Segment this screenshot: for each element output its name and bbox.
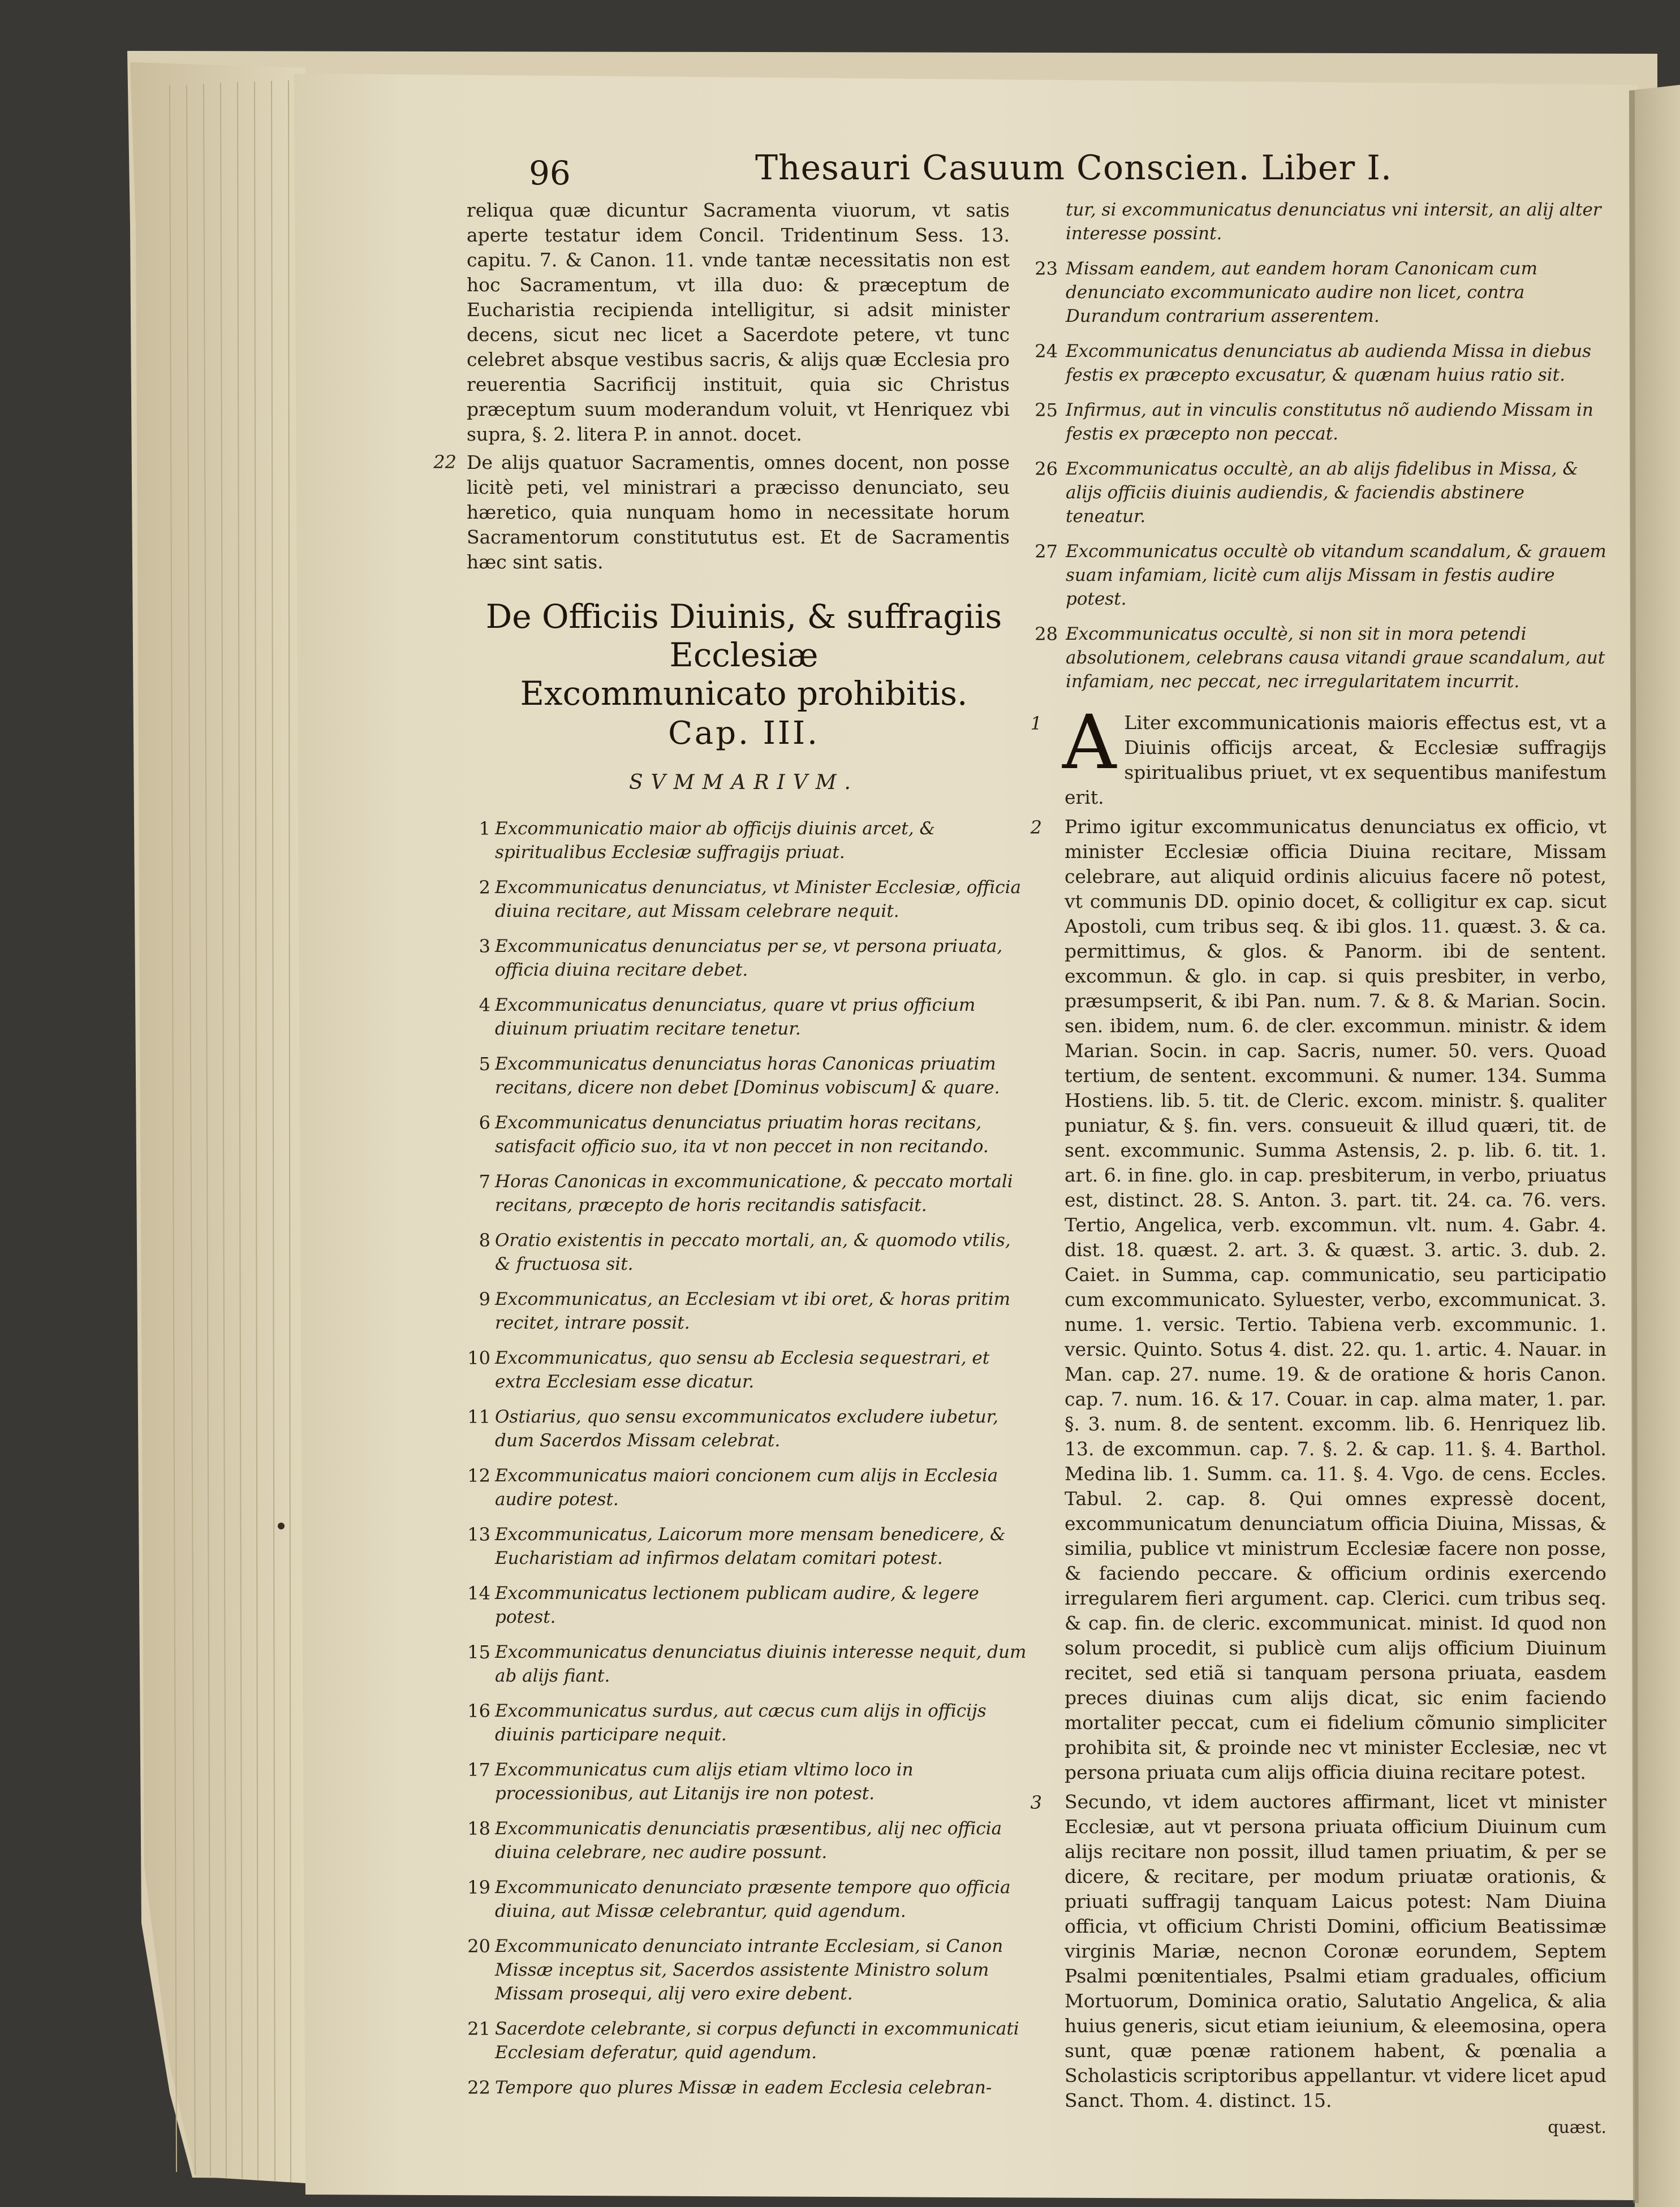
summary-item-text: Excommunicatus, an Ecclesiam vt ibi oret, & horas pritim recitet, intrare possit. [495,1289,1010,1333]
summary-item-number: 28 [1035,623,1058,645]
margin-number: 1 [1030,713,1042,734]
summary-item [1029,257,1606,328]
summary-item-text: Excommunicatus denunciatus horas Canonicas priuatim recitans, dicere non debet [Dominus vobiscum] & quare. [495,1054,1000,1098]
summary-item-number: 24 [1035,340,1058,362]
summary-item-number: 2 [479,877,490,898]
margin-number: 22 [433,451,456,473]
summary-item-number: 15 [467,1641,490,1663]
summary-item [461,1876,1027,1923]
summary-item-text: Excommunicato denunciato præsente tempore quo officia diuina, aut Missæ celebrantur, quid agendum. [495,1877,1011,1921]
chapter-title [461,597,1027,713]
summary-item-text: Excommunicatus occultè, an ab alijs fidelibus in Missa, & alijs officiis diuinis audiendis, & faciendis abstinere teneatur. [1066,459,1579,527]
summary-item-text: Excommunicatus, Laicorum more mensam benedicere, & Eucharistiam ad infirmos delatam comitari potest. [495,1524,1006,1568]
summary-item-text: Excommunicatio maior ab officijs diuinis arcet, & spiritualibus Ecclesiæ suffragijs priuat. [495,818,936,863]
summary-item-text: Ostiarius, quo sensu excommunicatos excludere iubetur, dum Sacerdos Missam celebrat. [495,1407,999,1451]
summary-item [461,1758,1027,1805]
summary-item-text: Excommunicatus denunciatus ab audienda Missa in diebus festis ex præcepto excusatur, & quænam huius ratio sit. [1066,341,1592,385]
summary-item [461,1581,1027,1629]
paragraph-body [1062,699,1606,810]
summary-item-text: Excommunicatus lectionem publicam audire, & legere potest. [495,1583,979,1627]
summary-item-number: 9 [479,1288,490,1310]
summary-item [1029,339,1606,387]
body-paragraph [1029,1790,1606,2113]
summary-item [1029,198,1606,245]
summary-item-text: Horas Canonicas in excommunicatione, & peccato mortali recitans, præcepto de horis recitandis satisfacit. [495,1171,1013,1215]
drop-cap: A [1062,699,1117,786]
summary-item [461,1523,1027,1570]
summary-item-number: 7 [479,1171,490,1192]
summary-item [461,1464,1027,1511]
summary-item-number: 8 [479,1230,490,1251]
summary-item-number: 25 [1035,399,1058,421]
summary-item-number: 3 [479,936,490,957]
summary-item-text: Excommunicatus occultè, si non sit in mora petendi absolutionem, celebrans causa vitandi graue scandalum, aut infamiam, nec peccat, nec irregularitatem incurrit. [1066,624,1605,692]
summary-item [461,876,1027,923]
summary-item [461,934,1027,982]
paragraph-body [1065,1790,1606,2113]
paragraph-body [1065,814,1606,1785]
summary-item-number: 22 [467,2077,490,2098]
summary-item [461,1287,1027,1335]
summary-list [461,817,1029,2100]
summary-item-number: 14 [467,1583,490,1604]
summary-item-number: 23 [1035,258,1058,279]
summary-item-number: 6 [479,1112,490,1133]
body-paragraph [1029,699,1606,810]
summary-item-text: Excommunicatus surdus, aut cæcus cum alijs in officijs diuinis participare nequit. [495,1701,987,1745]
summary-item-number: 20 [467,1936,490,1957]
summary-item-text: Excommunicatus denunciatus priuatim horas recitans, satisfacit officio suo, ita vt non peccet in non recitando. [495,1113,989,1157]
summary-item-text: Excommunicatus cum alijs etiam vltimo loco in processionibus, aut Litanijs ire non potest. [495,1760,914,1804]
summary-item-number: 1 [479,818,490,839]
summary-item-number: 18 [467,1818,490,1839]
summary-item [461,1111,1027,1158]
margin-number: 2 [1030,817,1042,838]
summary-item-number: 12 [467,1465,490,1486]
summary-item [461,1817,1027,1864]
summary-item-number: 5 [479,1053,490,1075]
paragraph-text: De alijs quatuor Sacramentis, omnes docent, non posse licitè peti, vel ministrari a præcisso denunciato, seu hæretico, quia nunquam homo in necessitate horum Sacramentorum constitututus est. Et de Sacramentis hæc sint satis. [467,451,1010,573]
summary-item [461,1405,1027,1452]
summary-item-text: Excommunicatus, quo sensu ab Ecclesia sequestrari, et extra Ecclesiam esse dicatur. [495,1348,990,1392]
chapter-title-line-2: Excommunicato prohibitis. [520,674,968,713]
summary-item [1029,398,1606,446]
summary-item-text: Sacerdote celebrante, si corpus defuncti in excommunicati Ecclesiam deferatur, quid agendum. [495,2019,1019,2063]
running-head: Thesauri Casuum Conscien. Liber I. [755,148,1393,188]
right-column [1029,198,1606,2137]
summary-heading: SVMMARIVM. [628,771,859,794]
summary-item [461,1699,1027,1747]
summary-item [461,2017,1027,2064]
summary-list-continued [1029,198,1606,693]
summary-item [1029,540,1606,611]
summary-item-text: Excommunicatis denunciatis præsentibus, alij nec officia diuina celebrare, nec audire possunt. [495,1818,1002,1863]
page-number: 96 [529,154,571,192]
summary-item-number: 16 [467,1700,490,1722]
summary-item-number: 26 [1035,458,1058,480]
summary-item-number: 10 [467,1347,490,1369]
summary-item [461,1346,1027,1394]
summary-item-text: Excommunicatus maiori concionem cum alijs in Ecclesia audire potest. [495,1465,998,1510]
chapter-body [1029,699,1606,2113]
summary-item [461,1170,1027,1217]
summary-item-text: Excommunicatus denunciatus, vt Minister Ecclesiæ, officia diuina recitare, aut Missam celebrare nequit. [495,877,1022,921]
gutter-shadow [1632,90,1636,2203]
summary-item-text: tur, si excommunicatus denunciatus vni intersit, an alij alter interesse possint. [1066,200,1601,244]
paragraph-22 [433,450,1010,575]
fore-edge [130,62,305,2183]
summary-item-text: Tempore quo plures Missæ in eadem Ecclesia celebran- [495,2077,992,2098]
summary-item [461,1052,1027,1100]
continuation-paragraph: reliqua quæ dicuntur Sacramenta viuorum, vt satis aperte testatur idem Concil. Tridentinum Sess. 13. capitu. 7. & Canon. 11. vnde tantæ necessitatis non est hoc Sacramentum, vt illa duo: & præceptum de Eucharistia recipienda intelligitur, si adsit minister decens, sicut nec licet a Sacerdote petere, vt tunc celebret absque vestibus sacris, & alijs quæ Ecclesia pro reuerentia Sacrificij instituit, quia sic Christus præceptum suum moderandum voluit, vt Henriquez vbi supra, §. 2. litera P. in annot. docet. [467,199,1010,445]
margin-number: 3 [1030,1792,1042,1813]
chapter-title-line-1: De Officiis Diuinis, & suffragiis Ecclesiæ [485,597,1002,674]
summary-item-text: Infirmus, aut in vinculis constitutus nõ audiendo Missam in festis ex præcepto non peccat. [1066,400,1593,444]
summary-item-number: 27 [1035,541,1058,562]
paragraph-text: Liter excommunicationis maioris effectus est, vt a Diuinis officijs arceat, & Ecclesiæ suffragijs spiritualibus priuet, vt ex sequentibus manifestum erit. [1065,712,1606,808]
paragraph-text: Primo igitur excommunicatus denunciatus ex officio, vt minister Ecclesiæ officia Diuina recitare, Missam celebrare, aut aliquid ordinis alicuius facere nõ potest, vt communis DD. opinio docet, & colligitur ex cap. sicut Apostoli, cum tribus seq. & ibi glos. 11. quæst. 3. & ca. permittimus, & glos. & Panorm. ibi de sentent. excommun. & glo. in cap. si quis presbiter, in verbo, præsumpserit, & ibi Pan. num. 7. & 8. & Marian. Socin. sen. ibidem, num. 6. de cler. excommun. ministr. & idem Marian. Socin. in cap. Sacris, numer. 50. vers. Quoad tertium, de sentent. excommuni. & numer. 134. Summa Hostiens. lib. 5. tit. de Cleric. excom. ministr. §. qualiter puniatur, & §. fin. vers. consueuit & illud quæri, tit. de sent. excommunic. Summa Astensis, 2. p. lib. 6. tit. 1. art. 6. in fine. glo. in cap. presbiterum, in verbo, priuatus est, distinct. 28. S. Anton. 3. part. tit. 24. ca. 76. vers. Tertio, Angelica, verb. excommun. vlt. num. 4. Gabr. 4. dist. 18. quæst. 2. art. 3. & quæst. 3. artic. 3. dub. 2. Caiet. in Summa, cap. communicatio, seu participatio cum excommunicato. Syluester, verbo, excommunicat. 3. nume. 1. versic. Tertio. Tabiena verb. excommunic. 1. versic. Quinto. Sotus 4. dist. 22. qu. 1. artic. 4. Nauar. in Man. cap. 27. nume. 19. & de oratione & horis Canon. cap. 7. num. 16. & 17. Couar. in cap. alma mater, 1. par. §. 3. num. 8. de sentent. excomm. lib. 6. Henriquez lib. 13. de excommun. cap. 7. §. 2. & cap. 11. §. 4. Barthol. Medina lib. 1. Summ. ca. 11. §. 4. Vgo. de cens. Eccles. Tabul. 2. cap. 8. Qui omnes expressè docent, excommunicatum denunciatum officia Diuina, Missas, & similia, publice vt ministrum Ecclesiæ facere non posse, & faciendo peccare. & officium ordinis exercendo irregularem fieri argument. cap. Clerici. cum tribus seq. & cap. fin. de cleric. excommunicat. minist. Id quod non solum procedit, si publicè cum alijs officium Diuinum recitet, sed etiã si tanquam persona priuata, easdem preces diuinas cum alijs dicat, sic enim faciendo mortaliter peccat, cum ei fidelium cõmunio simpliciter prohibita sit, & proinde nec vt minister Ecclesiæ, nec vt persona priuata cum alijs officia diuina recitare potest. [1065,816,1606,1783]
summary-item-text: Oratio existentis in peccato mortali, an, & quomodo vtilis, & fructuosa sit. [495,1230,1011,1274]
body-paragraph [1029,814,1606,1785]
summary-item [461,1640,1027,1688]
catchword: quæst. [1548,2118,1606,2137]
summary-item [1029,622,1606,693]
summary-item [461,1228,1027,1276]
summary-item-text: Missam eandem, aut eandem horam Canonicam cum denunciato excommunicato audire non licet, contra Durandum contrarium asserentem. [1066,258,1537,326]
left-column [433,198,1029,2111]
summary-item-number: 13 [467,1524,490,1545]
ink-spot [278,1523,285,1529]
summary-item-text: Excommunicatus denunciatus diuinis interesse nequit, dum ab alijs fiant. [495,1642,1027,1686]
summary-item-text: Excommunicatus denunciatus, quare vt prius officium diuinum priuatim recitare tenetur. [495,995,976,1039]
summary-item [461,1934,1027,2006]
chapter-number: Cap. III. [668,715,820,752]
summary-item [1029,457,1606,528]
summary-item-number: 11 [467,1406,490,1428]
summary-item-text: Excommunicatus occultè ob vitandum scandalum, & grauem suam infamiam, licitè cum alijs Missam in festis audire potest. [1066,541,1606,609]
summary-item [461,817,1027,864]
paragraph-text: Secundo, vt idem auctores affirmant, licet vt minister Ecclesiæ, aut vt persona priuata officium Diuinum cum alijs recitare non possit, illud tamen priuatim, & per se dicere, & recitare, per modum priuatæ orationis, & priuati suffragij tanquam Laicus potest: Nam Diuina officia, vt officium Christi Domini, officium Beatissimæ virginis Mariæ, necnon Coronæ eorundem, Septem Psalmi pœnitentiales, Psalmi etiam graduales, officium Mortuorum, Dominica oratio, Salutatio Angelica, & alia huius generis, sicut etiam ieiunium, & eleemosina, opera sunt, quæ pœnæ rationem habent, & pœnalia a Scholasticis scriptoribus appellantur. vt videre licet apud Sanct. Thom. 4. distinct. 15. [1065,1791,1606,2111]
summary-item [461,993,1027,1041]
summary-item-number: 17 [467,1759,490,1781]
summary-item-number: 21 [467,2018,490,2040]
summary-item-text: Excommunicatus denunciatus per se, vt persona priuata, officia diuina recitare debet. [495,936,1003,980]
summary-item-text: Excommunicato denunciato intrante Ecclesiam, si Canon Missæ inceptus sit, Sacerdos assistente Ministro solum Missam prosequi, alij vero exire debent. [495,1936,1003,2004]
summary-item-number: 19 [467,1877,490,1898]
summary-item [461,2076,1027,2100]
summary-item-number: 4 [479,994,490,1016]
